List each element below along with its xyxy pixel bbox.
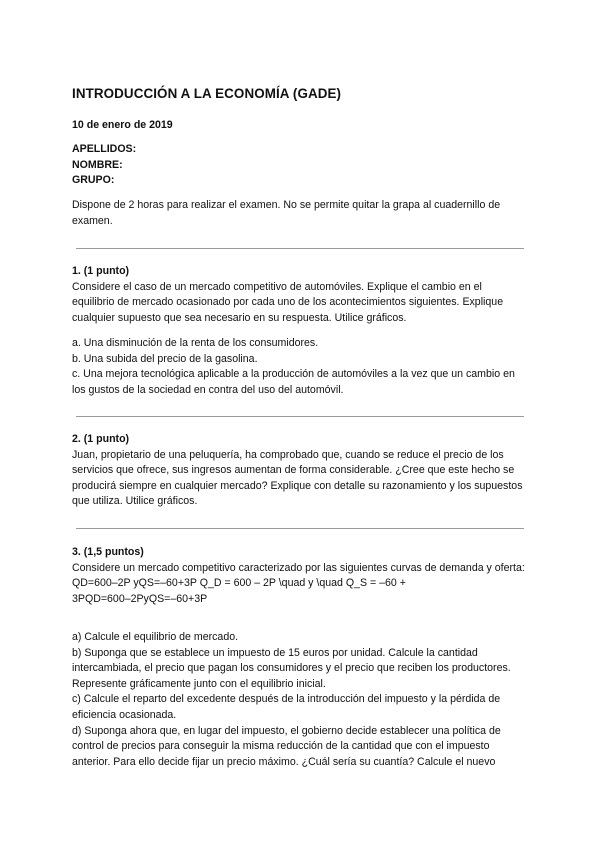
field-apellidos: APELLIDOS:	[72, 143, 137, 155]
question-3-item-b: b) Suponga que se establece un impuesto de 15 euros por unidad. Calcule la cantidad intercambiada, el precio que pagan los consumidores y el precio que reciben los productores. Represente gráficamente junto con el equilibrio inicial.	[72, 646, 511, 690]
exam-instructions: Dispone de 2 horas para realizar el examen. No se permite quitar la grapa al cuadernillo de examen.	[72, 199, 501, 227]
question-1-item-c: c. Una mejora tecnológica aplicable a la producción de automóviles a la vez que un cambio en los gustos de la sociedad en contra del uso del automóvil.	[72, 368, 515, 396]
question-1-item-b: b. Una subida del precio de la gasolina.	[72, 352, 258, 365]
question-2	[72, 432, 527, 510]
question-1-heading: 1. (1 punto)	[72, 265, 130, 277]
exam-date: 10 de enero de 2019	[72, 119, 173, 131]
question-3-item-c: c) Calcule el reparto del excedente después de la introducción del impuesto y la pérdida de eficiencia ocasionada.	[72, 693, 501, 721]
exam-title: INTRODUCCIÓN A LA ECONOMÍA (GADE)	[72, 86, 342, 101]
question-3-item-a: a) Calcule el equilibrio de mercado.	[72, 631, 239, 643]
question-2-heading: 2. (1 punto)	[72, 433, 130, 445]
question-3-equation-line-2: 3PQD=600–2PyQS=–60+3P	[72, 592, 208, 605]
field-grupo: GRUPO:	[72, 174, 115, 187]
divider	[76, 248, 524, 249]
divider	[76, 416, 524, 417]
student-fields	[72, 142, 527, 189]
question-1	[72, 264, 527, 326]
question-3-equation-line-1: QD=600–2P yQS=–60+3P Q_D = 600 – 2P \quad y \quad Q_S = –60 +	[72, 577, 406, 590]
divider	[76, 528, 524, 529]
field-nombre: NOMBRE:	[72, 158, 123, 171]
question-2-text: Juan, propietario de una peluquería, ha comprobado que, cuando se reduce el precio de los servicios que ofrece, sus ingresos aumentan de forma considerable. ¿Cree que este hecho se producirá siempre en cualquier mercado? Explique con detalle su razonamiento y los supuestos que utiliza. Utilice gráficos.	[72, 448, 523, 508]
question-1-text: Considere el caso de un mercado competitivo de automóviles. Explique el cambio en el equilibrio de mercado ocasionado por cada uno de los acontecimientos siguientes. Explique cualquier supuesto que sea necesario en su respuesta. Utilice gráficos.	[72, 280, 504, 324]
question-1-item-a: a. Una disminución de la renta de los consumidores.	[72, 337, 319, 349]
question-1-items	[72, 336, 527, 398]
question-3-text: Considere un mercado competitivo caracterizado por las siguientes curvas de demanda y oferta:	[72, 561, 525, 574]
question-3-items	[72, 630, 527, 770]
question-3-heading: 3. (1,5 puntos)	[72, 546, 144, 558]
question-3	[72, 545, 527, 607]
question-3-item-d: d) Suponga ahora que, en lugar del impuesto, el gobierno decide establecer una política de control de precios para conseguir la misma reducción de la cantidad que con el impuesto anterior. Para ello decide fijar un precio máximo. ¿Cuál sería su cuantía? Calcule el nuevo	[72, 724, 501, 768]
